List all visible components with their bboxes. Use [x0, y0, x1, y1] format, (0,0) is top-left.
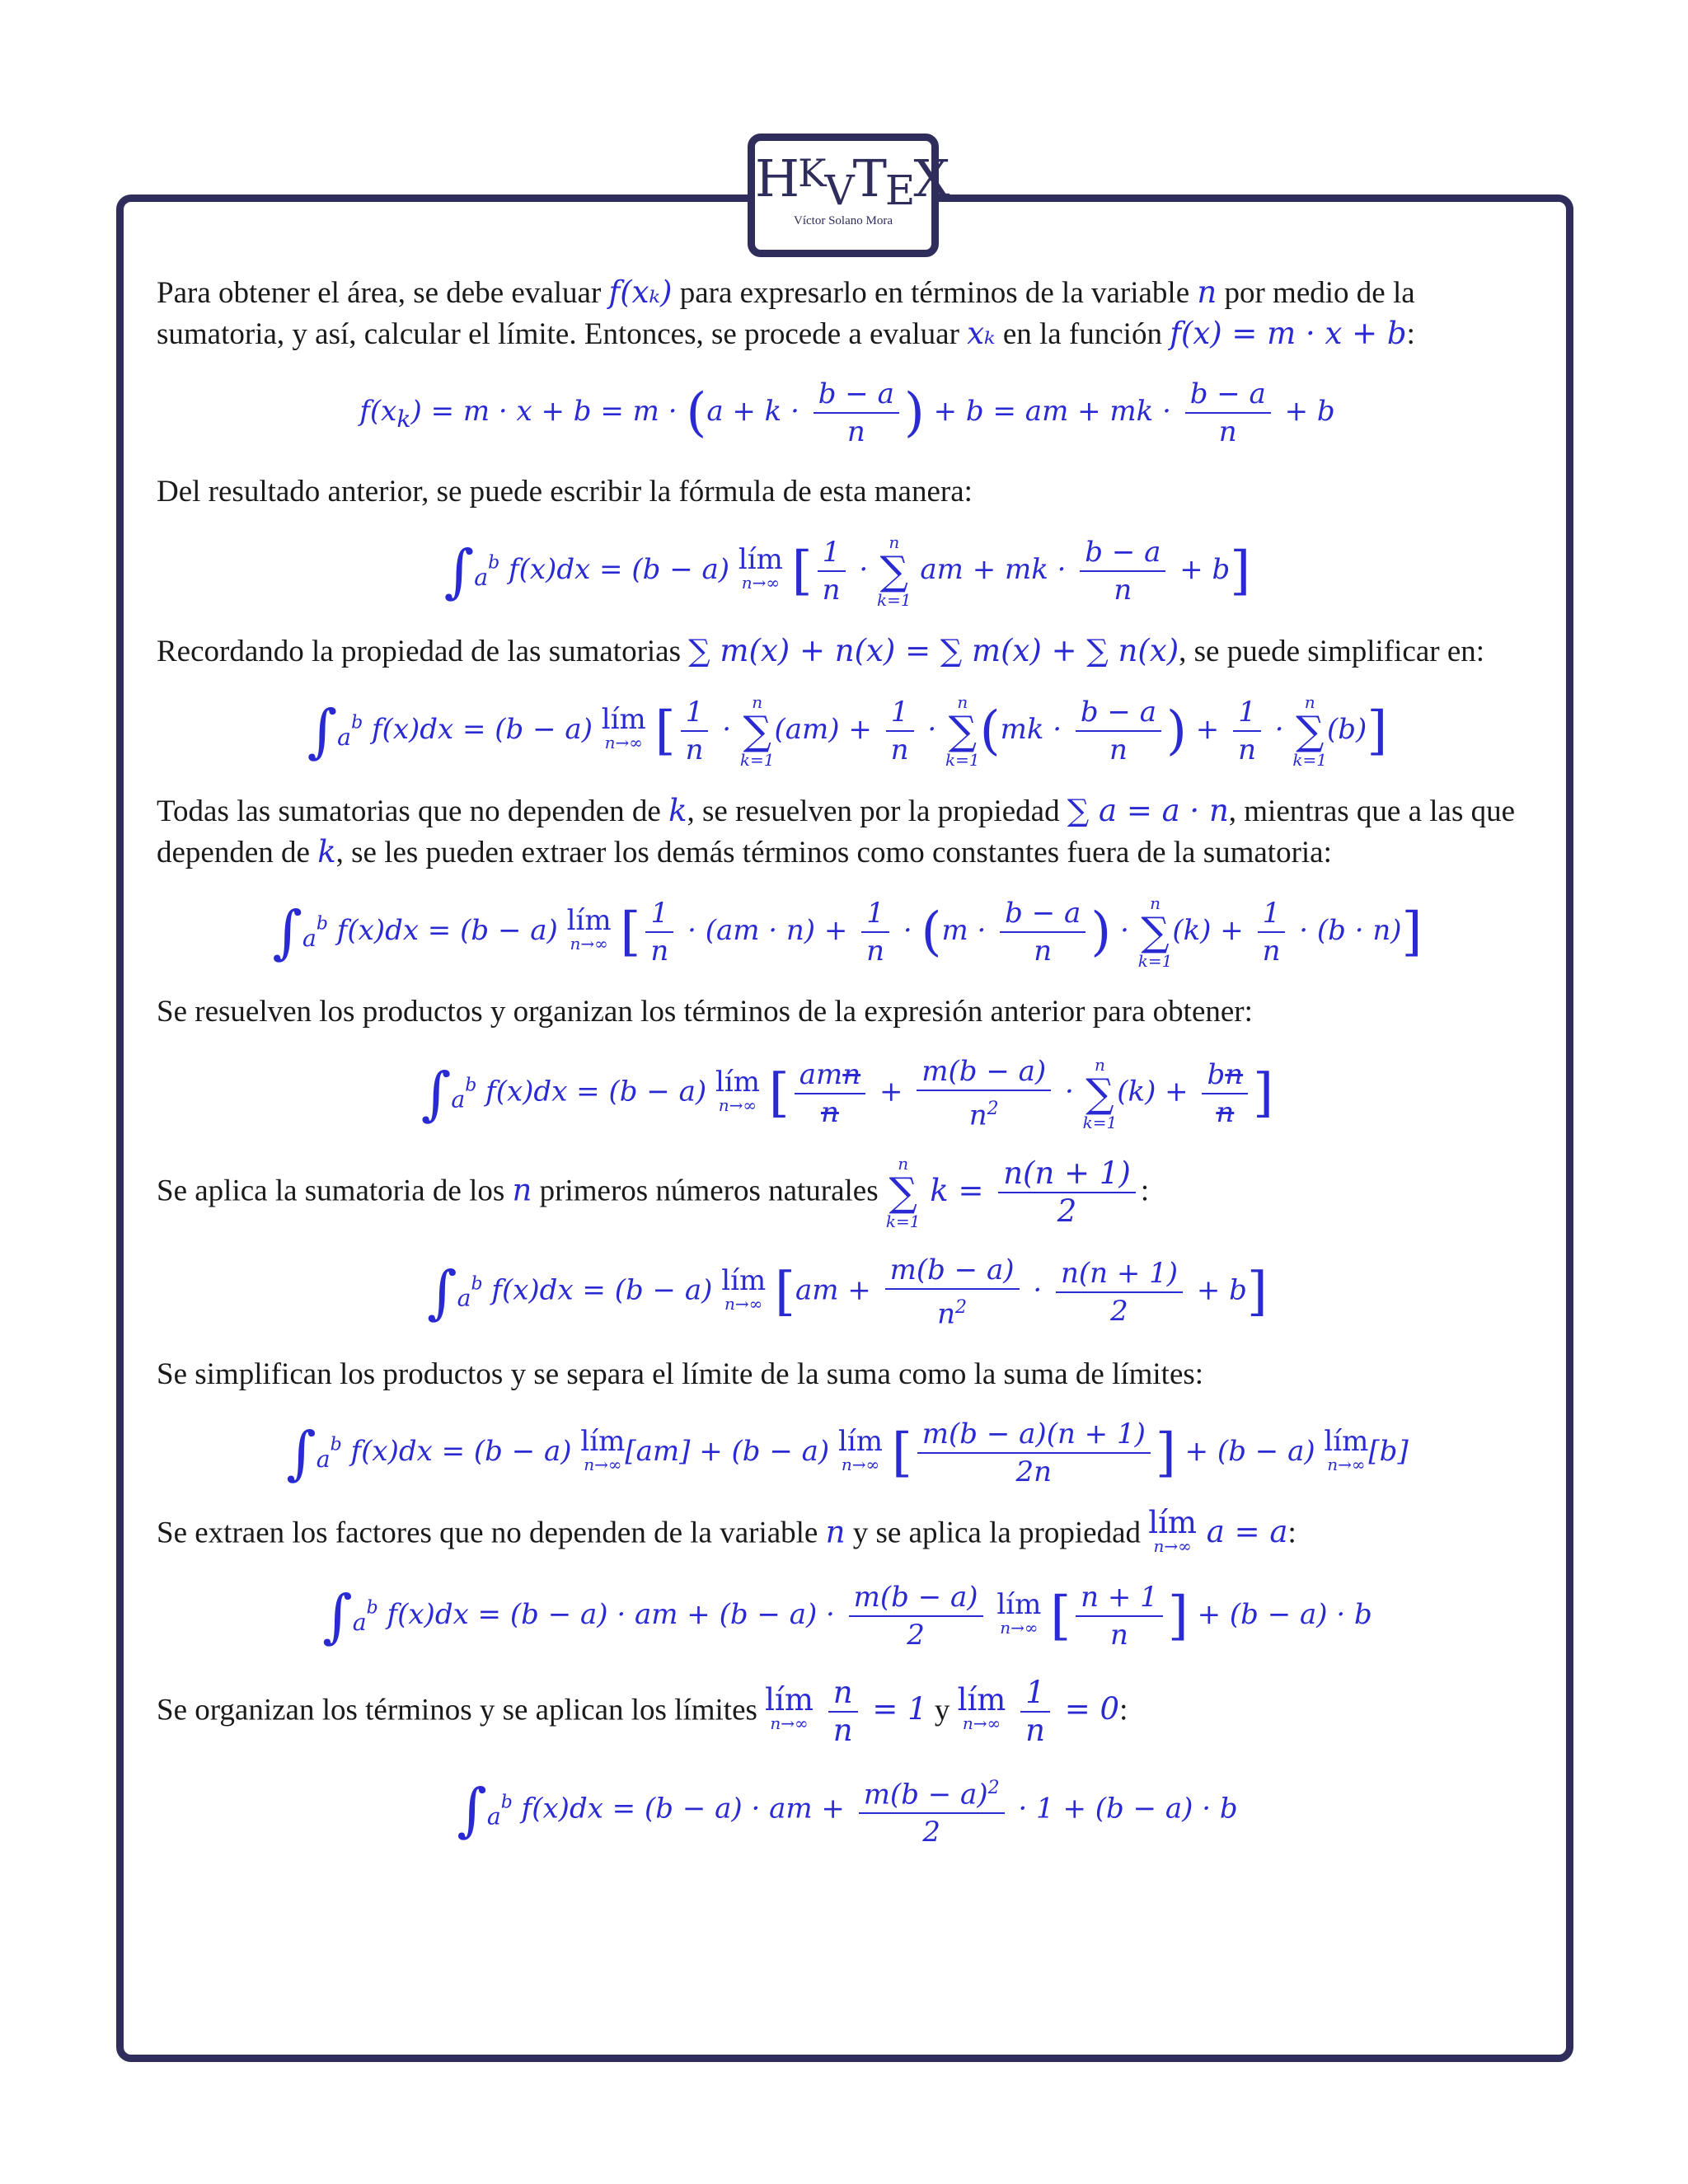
equation-7: $\int_a^b$ f(x)dx = (b − a) lím n→∞ [am] + (b − a) lím n→∞ [ $\frac{m(b - a)(n + 1)}{2n}$ ] + (b − a) lím n→∞ [b]: [286, 1417, 1409, 1488]
math-inline: n: [825, 1514, 846, 1550]
paragraph-4: [157, 790, 1538, 873]
math-inline: ∑ m(x) + n(x) = ∑ m(x) + ∑ n(x): [688, 633, 1179, 668]
text: Recordando la propiedad de las sumatorias: [157, 635, 681, 668]
text: , se les pueden extraer los demás términos como constantes fuera de la sumatoria:: [335, 836, 1332, 869]
text: primeros números naturales: [539, 1174, 879, 1208]
math-inline: = 0: [1064, 1691, 1120, 1727]
content: [157, 272, 1538, 1872]
equation-3: $\int_a^b$ f(x)dx = (b − a) lím n→∞ [ $\frac{1}{n}$ · n ∑ k=1 (am) + $\frac{1}{n}$ · n ∑ k=1 (mk · $\frac{b - a}{n}$ ) + $\frac{1}{n}$ · n ∑ k=1 (b)]: [307, 692, 1388, 770]
text: por medio de la sumatoria, y así, calcular el límite. Entonces, se procede a evaluar: [157, 276, 1415, 351]
paragraph-3: [157, 630, 1538, 672]
logo-author: Víctor Solano Mora: [794, 214, 893, 227]
math-inline: f(xₖ): [608, 274, 673, 310]
text: Todas las sumatorias que no dependen de: [157, 794, 661, 828]
paragraph-2: Del resultado anterior, se puede escribir la fórmula de esta manera:: [157, 475, 973, 509]
equation-2: $\int_a^b$ f(x)dx = (b − a) lím n→∞ [ $\frac{1}{n}$ · n ∑ k=1 am + mk · $\frac{b - a}{n}$ + b]: [443, 532, 1251, 610]
text: y: [934, 1693, 950, 1727]
text: Se aplica la sumatoria de los: [157, 1174, 505, 1208]
math-inline: f(x) = m · x + b: [1170, 316, 1407, 351]
paragraph-6: Se aplica la sumatoria de los n primeros números naturales n ∑ k=1 k = $\frac{n(n + 1)}{2}$ :: [157, 1154, 1150, 1232]
math-inline: xₖ: [967, 316, 996, 351]
equation-4: $\int_a^b$ f(x)dx = (b − a) lím n→∞ [ $\frac{1}{n}$ · (am · n) + $\frac{1}{n}$ · (m · $\frac{b - a}{n}$ ) · n ∑ k=1 (k) + $\frac{1}{n}$ · (b · n)]: [272, 893, 1423, 971]
equation-6: $\int_a^b$ f(x)dx = (b − a) lím n→∞ [am + $\frac{m(b - a)}{n^2}$ · $\frac{n(n + 1)}{2}$ + b]: [427, 1254, 1268, 1331]
math-inline: n: [1197, 274, 1217, 310]
text: para expresarlo en términos de la variable: [679, 276, 1190, 310]
paragraph-9: Se organizan los términos y se aplican los límites lím n→∞ $\frac{n}{n}$ = 1 y lím n→∞ $\frac{1}{n}$ = 0:: [157, 1674, 1128, 1748]
text: Se organizan los términos y se aplican los límites: [157, 1693, 757, 1727]
logo: [748, 134, 949, 257]
equation-1: $f(x_k) = m \cdot x + b = m \cdot (a + k$ · $\frac{b - a}{n}$ ) + b = am + mk · $\frac{b - a}{n}$ + b: [359, 377, 1335, 448]
paragraph-8: Se extraen los factores que no dependen de la variable n y se aplica la propiedad lím n→∞ a = a:: [157, 1504, 1296, 1556]
math-inline: k: [668, 793, 687, 828]
paragraph-1: Para obtener el área, se debe evaluar f(xₖ) para expresarlo en términos de la variable n por medio de la sumatoria, y así, calcular el límite. Entonces, se procede a evaluar xₖ en la función f(x) = m · x + b:: [157, 274, 1415, 351]
text: en la función: [1002, 317, 1162, 351]
text: , mientras que a las que dependen de: [157, 794, 1516, 869]
text: , se resuelven por la propiedad: [687, 794, 1060, 828]
text: y se aplica la propiedad: [852, 1516, 1141, 1550]
text: Para obtener el área, se debe evaluar: [157, 276, 602, 310]
math-inline: k: [317, 834, 336, 869]
paragraph-7: Se simplifican los productos y se separa el límite de la suma como la suma de límites:: [157, 1357, 1204, 1391]
math-inline: ∑ a = a · n: [1067, 793, 1229, 828]
text: , se puede simplificar en:: [1179, 635, 1485, 668]
math-inline: = 1: [872, 1691, 927, 1727]
equation-9: $\int_a^b$ f(x)dx = (b − a) · am + $\frac{m(b - a)^2}{2}$ · 1 + (b − a) · b: [157, 1770, 1538, 1850]
text: Se extraen los factores que no dependen de la variable: [157, 1516, 818, 1550]
math-inline: n: [512, 1172, 532, 1208]
equation-8: $\int_a^b$ f(x)dx = (b − a) · am + (b − a) · $\frac{m(b - a)}{2}$ lím n→∞ [ $\frac{n + 1}{n}$ ] + (b − a) · b: [322, 1580, 1372, 1652]
math-inline: a = a: [1206, 1514, 1288, 1550]
logo-mark: HKVTEX: [755, 148, 949, 214]
paragraph-5: Se resuelven los productos y organizan los términos de la expresión anterior para obtener:: [157, 995, 1253, 1029]
equation-5: $\int_a^b$ f(x)dx = (b − a) lím n→∞ [ $\frac{\text{amn}}{n}$ + $\frac{m(b - a)}{n^2}$ · n ∑ k=1 (k) + $\frac{bn}{n}$ ]: [420, 1054, 1274, 1132]
